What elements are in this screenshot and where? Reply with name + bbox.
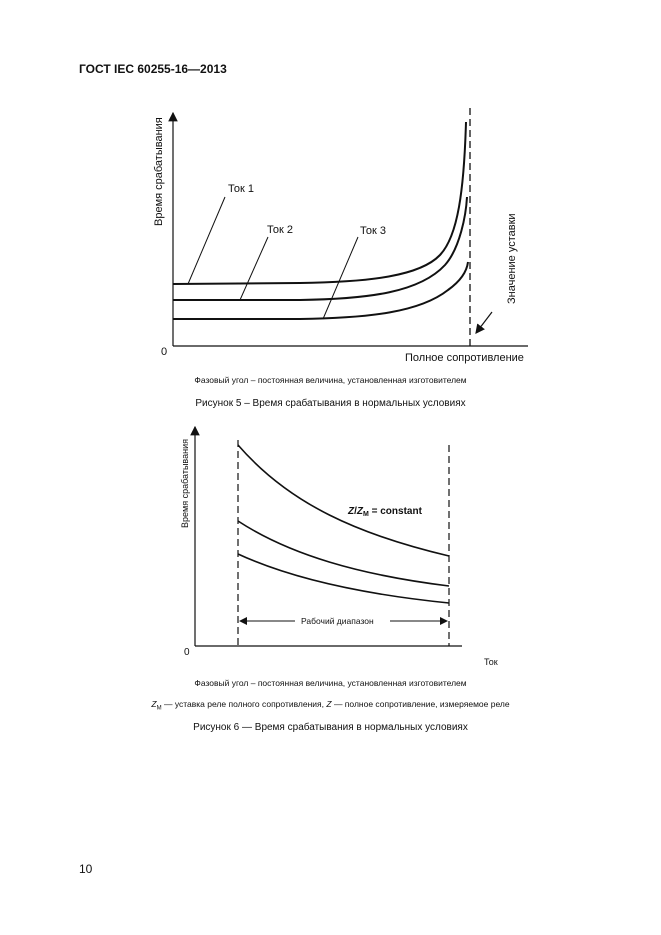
- origin-label: 0: [161, 346, 168, 358]
- fig6-ratio-label: $Z/Z_M$ = constant: [348, 506, 422, 518]
- y-axis-label: Время срабатывания: [153, 117, 165, 226]
- page-number: 10: [79, 862, 93, 876]
- figure6-caption: Рисунок 6 — Время срабатывания в нормальных условиях: [193, 722, 468, 733]
- leader-tok-3: [323, 237, 358, 319]
- fig6-curve-middle: [238, 521, 449, 586]
- fig6-range-label: Рабочий диапазон: [301, 616, 374, 626]
- figure6-legend: $Z_M$ — уставка реле полного сопротивления, Z — полное сопротивление, измеряемое реле: [151, 699, 510, 712]
- figure5-caption: Рисунок 5 – Время срабатывания в нормальных условиях: [195, 398, 466, 409]
- label-tok-1: Ток 1: [228, 183, 254, 195]
- label-tok-3: Ток 3: [360, 225, 386, 237]
- fig6-curve-lower: [238, 554, 449, 603]
- label-tok-2: Ток 2: [267, 224, 293, 236]
- figure5-note: Фазовый угол – постоянная величина, установленная изготовителем: [194, 375, 467, 385]
- leader-tok-1: [188, 197, 225, 284]
- curve-tok-3: [173, 262, 468, 319]
- leader-tok-2: [240, 237, 268, 300]
- setting-label: Значение уставки: [506, 213, 518, 304]
- fig6-x-axis-label: Ток: [484, 657, 498, 667]
- setting-arrow: [476, 312, 492, 333]
- fig6-y-axis-label: Время срабатывания: [180, 439, 190, 528]
- x-axis-label: Полное сопротивление: [405, 352, 524, 364]
- curve-tok-1: [173, 122, 466, 284]
- figure6-note: Фазовый угол – постоянная величина, установленная изготовителем: [194, 678, 467, 688]
- fig6-origin-label: 0: [184, 647, 190, 658]
- document-header: ГОСТ IEC 60255-16—2013: [79, 62, 227, 76]
